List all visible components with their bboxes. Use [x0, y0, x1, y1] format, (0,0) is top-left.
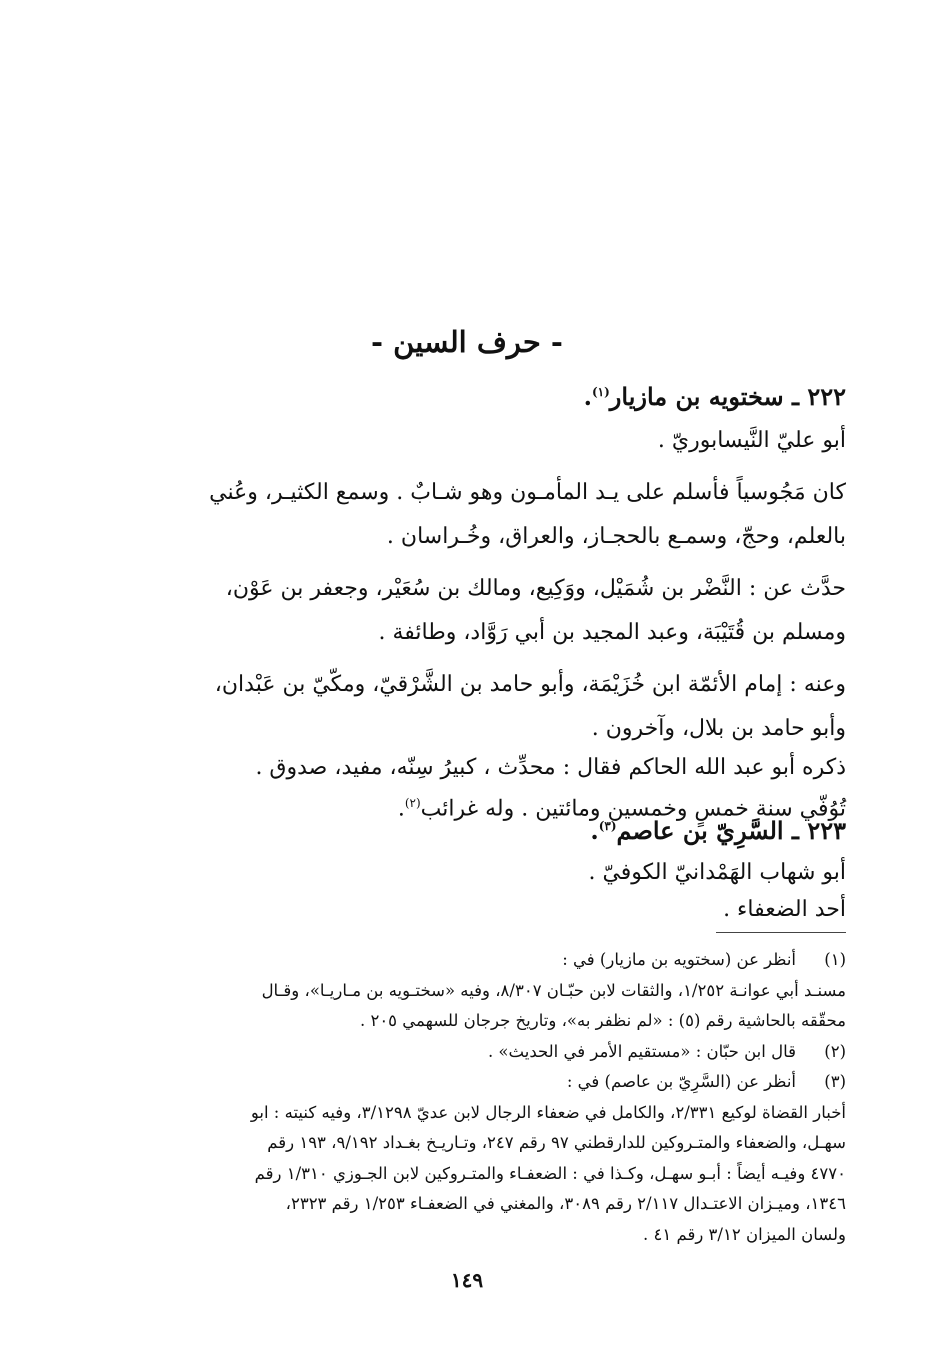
- footnote-continuation: ٤٧٧٠ وفيـه أيضاً : أبـو سهـل، وكـذا في : الضعفـاء والمتـروكين لابن الجـوزي ١/٣١٠ رقم: [254, 1163, 846, 1183]
- footnote-continuation: مسنـد أبي عوانـة ١/٢٥٢، والثقات لابن حبّـان ٨/٣٠٧، وفيه «سختـويه بن مـاريـا»، وقـال: [261, 980, 846, 1000]
- entry-title-end: .: [583, 382, 592, 411]
- footnote-number: (٢): [824, 1041, 846, 1061]
- footnote-ref: (٣): [598, 819, 617, 833]
- entry-title-text: ٢٢٢ ـ سختويه بن مازيار: [609, 382, 846, 411]
- entry-title-text: ٢٢٣ ـ السَّرِيّ بن عاصم: [616, 816, 846, 845]
- entry-line: أحد الضعفاء .: [723, 897, 846, 922]
- entry-title: [126, 370, 846, 419]
- entry-line-end: .: [397, 796, 405, 822]
- entry-222: [126, 370, 846, 827]
- entry-223: [126, 804, 846, 927]
- footnote-continuation: سهـل، والضعفاء والمتـروكين للدارقطني ٩٧ رقم ٢٤٧، وتـاريـخ بغـداد ٩/١٩٢، ١٩٣ رقم: [267, 1133, 846, 1152]
- entry-title-end: .: [590, 816, 599, 845]
- footnote-1: [126, 945, 846, 976]
- footnote-text: أنظر عن (السَّرِيّ بن عاصم) في :: [566, 1072, 796, 1091]
- entry-line: وأبو حامد بن بلال، وآخرون .: [591, 716, 846, 741]
- footnote-continuation: أخبار القضاة لوكيع ٢/٣٣١، والكامل في ضعفاء الرجال لابن عديّ ٣/١٢٩٨، وفيه كنيته : ابو: [250, 1102, 846, 1122]
- footnote-divider: [716, 932, 846, 933]
- footnote-3: [126, 1067, 846, 1098]
- entry-line: وعنه : إمام الأئمّة ابن خُزَيْمَة، وأبو حامد بن الشَّرْقيّ، ومكّيّ بن عَبْدان،: [214, 672, 846, 697]
- footnote-ref: (١): [591, 385, 610, 399]
- entry-line: حدَّث عن : النَّضْر بن شُمَيْل، ووَكِيع، ومالك بن سُعَيْر، وجعفر بن عَوْن،: [225, 576, 846, 601]
- entry-line: بالعلم، وحجّ، وسمـع بالحجـاز، والعراق، وخُـراسان .: [386, 524, 846, 549]
- footnote-text: أنظر عن (سختويه بن مازيار) في :: [562, 950, 796, 969]
- page-number: ١٤٩: [450, 1268, 484, 1292]
- footnote-text: قال ابن حبّان : «مستقيم الأمر في الحديث» .: [487, 1041, 796, 1061]
- footnote-2: [126, 1037, 846, 1068]
- footnotes: [126, 945, 846, 1250]
- entry-line: ومسلم بن قُتَيْبَة، وعبد المجيد بن أبي رَوَّاد، وطائفة .: [378, 620, 846, 645]
- entry-line: ذكره أبو عبد الله الحاكم فقال : محدِّث ، كبيرُ سِنّه، مفيد، صدوق .: [255, 755, 846, 780]
- footnote-continuation: محقّقه بالحاشية رقم (٥) : «لم نظفر به»، وتاريخ جرجان للسهمي ٢٠٥ .: [359, 1011, 846, 1030]
- entry-line: كان مَجُوسياً فأسلم على يـد المأمـون وهو شـابٌ . وسمع الكثيـر، وعُني: [209, 480, 846, 505]
- footnote-ref: (٢): [404, 796, 421, 810]
- footnote-continuation: ولسان الميزان ٣/١٢ رقم ٤١ .: [642, 1224, 846, 1244]
- entry-line: أبو شهاب الهَمْدانيّ الكوفيّ .: [588, 860, 846, 885]
- entry-line: أبو عليّ النَّيسابوريّ .: [657, 428, 846, 453]
- entry-line-text: تُوُفّي سنة خمسٍ وخمسين ومائتين . وله غرائب: [420, 796, 846, 822]
- footnote-number: (٣): [824, 1072, 846, 1091]
- section-heading: - حرف السين -: [371, 325, 563, 359]
- footnote-number: (١): [824, 950, 846, 969]
- footnote-continuation: ١٣٤٦، وميـزان الاعتـدال ٢/١١٧ رقم ٣٠٨٩، والمغني في الضعفـاء ١/٢٥٣ رقم ٢٣٢٣،: [285, 1194, 846, 1213]
- entry-title: [126, 804, 846, 853]
